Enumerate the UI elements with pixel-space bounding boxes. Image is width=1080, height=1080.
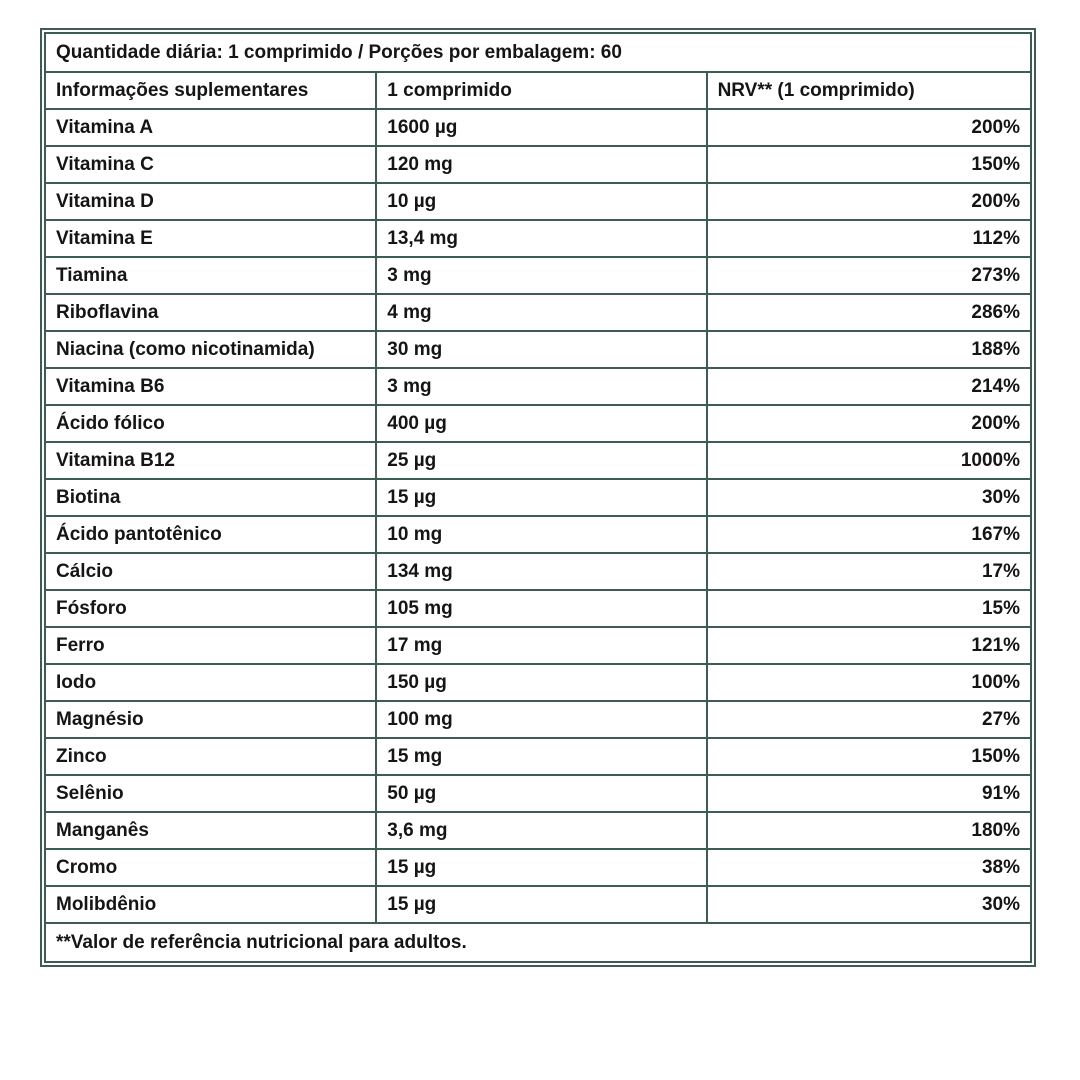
- nutrient-nrv-percent: 150%: [707, 738, 1031, 775]
- nutrient-amount: 17 mg: [376, 627, 706, 664]
- nutrient-name: Tiamina: [45, 257, 376, 294]
- nutrient-nrv-percent: 286%: [707, 294, 1031, 331]
- nutrition-table-frame: [40, 28, 1036, 967]
- column-header-supplement-info: Informações suplementares: [45, 72, 376, 109]
- nutrient-name: Biotina: [45, 479, 376, 516]
- nutrient-name: Selênio: [45, 775, 376, 812]
- table-row: [45, 775, 1031, 812]
- nutrient-amount: 134 mg: [376, 553, 706, 590]
- nutrient-amount: 50 µg: [376, 775, 706, 812]
- nutrient-rows: [45, 109, 1031, 923]
- table-row: [45, 812, 1031, 849]
- nutrient-nrv-percent: 112%: [707, 220, 1031, 257]
- nutrient-name: Vitamina C: [45, 146, 376, 183]
- nutrient-amount: 1600 µg: [376, 109, 706, 146]
- nrv-footnote: **Valor de referência nutricional para adultos.: [45, 923, 1031, 962]
- nutrient-name: Fósforo: [45, 590, 376, 627]
- table-row: [45, 627, 1031, 664]
- table-row: [45, 553, 1031, 590]
- nutrient-nrv-percent: 100%: [707, 664, 1031, 701]
- table-row: [45, 664, 1031, 701]
- table-row: [45, 183, 1031, 220]
- nutrient-nrv-percent: 17%: [707, 553, 1031, 590]
- nutrient-nrv-percent: 27%: [707, 701, 1031, 738]
- nutrition-facts-table: [44, 32, 1032, 963]
- table-row: [45, 405, 1031, 442]
- nutrient-name: Vitamina B12: [45, 442, 376, 479]
- nutrient-nrv-percent: 30%: [707, 479, 1031, 516]
- nutrient-amount: 15 µg: [376, 886, 706, 923]
- nutrient-name: Vitamina D: [45, 183, 376, 220]
- nutrient-name: Vitamina E: [45, 220, 376, 257]
- table-row: [45, 886, 1031, 923]
- nutrient-amount: 3,6 mg: [376, 812, 706, 849]
- table-row: [45, 257, 1031, 294]
- nutrient-nrv-percent: 1000%: [707, 442, 1031, 479]
- nutrient-amount: 120 mg: [376, 146, 706, 183]
- nutrient-nrv-percent: 150%: [707, 146, 1031, 183]
- nutrient-nrv-percent: 200%: [707, 183, 1031, 220]
- nutrient-amount: 3 mg: [376, 257, 706, 294]
- nutrient-name: Ácido fólico: [45, 405, 376, 442]
- table-row: [45, 516, 1031, 553]
- serving-info-title: Quantidade diária: 1 comprimido / Porções por embalagem: 60: [45, 33, 1031, 72]
- nutrient-nrv-percent: 200%: [707, 109, 1031, 146]
- nutrient-amount: 4 mg: [376, 294, 706, 331]
- nutrient-amount: 10 mg: [376, 516, 706, 553]
- nutrient-name: Cromo: [45, 849, 376, 886]
- nutrient-amount: 100 mg: [376, 701, 706, 738]
- table-row: [45, 146, 1031, 183]
- table-row: [45, 849, 1031, 886]
- nutrient-nrv-percent: 214%: [707, 368, 1031, 405]
- table-row: [45, 479, 1031, 516]
- column-header-nrv: NRV** (1 comprimido): [707, 72, 1031, 109]
- nutrient-name: Cálcio: [45, 553, 376, 590]
- nutrient-nrv-percent: 38%: [707, 849, 1031, 886]
- table-row: [45, 220, 1031, 257]
- table-row: [45, 738, 1031, 775]
- nutrient-nrv-percent: 188%: [707, 331, 1031, 368]
- nutrient-amount: 15 µg: [376, 479, 706, 516]
- nutrient-name: Vitamina A: [45, 109, 376, 146]
- nutrient-nrv-percent: 273%: [707, 257, 1031, 294]
- nutrient-amount: 25 µg: [376, 442, 706, 479]
- nutrient-name: Ácido pantotênico: [45, 516, 376, 553]
- nutrient-amount: 3 mg: [376, 368, 706, 405]
- table-header-row: [45, 72, 1031, 109]
- nutrient-name: Magnésio: [45, 701, 376, 738]
- nutrient-nrv-percent: 30%: [707, 886, 1031, 923]
- nutrient-amount: 15 µg: [376, 849, 706, 886]
- nutrient-name: Manganês: [45, 812, 376, 849]
- table-title-row: [45, 33, 1031, 72]
- nutrient-amount: 15 mg: [376, 738, 706, 775]
- nutrient-name: Zinco: [45, 738, 376, 775]
- nutrient-nrv-percent: 91%: [707, 775, 1031, 812]
- nutrient-name: Ferro: [45, 627, 376, 664]
- nutrient-name: Molibdênio: [45, 886, 376, 923]
- nutrient-amount: 150 µg: [376, 664, 706, 701]
- nutrient-nrv-percent: 180%: [707, 812, 1031, 849]
- table-row: [45, 701, 1031, 738]
- nutrient-name: Riboflavina: [45, 294, 376, 331]
- column-header-per-tablet: 1 comprimido: [376, 72, 706, 109]
- table-row: [45, 294, 1031, 331]
- table-row: [45, 590, 1031, 627]
- nutrient-amount: 30 mg: [376, 331, 706, 368]
- table-row: [45, 109, 1031, 146]
- nutrient-name: Iodo: [45, 664, 376, 701]
- nutrient-amount: 10 µg: [376, 183, 706, 220]
- nutrient-amount: 400 µg: [376, 405, 706, 442]
- nutrient-nrv-percent: 121%: [707, 627, 1031, 664]
- nutrient-amount: 13,4 mg: [376, 220, 706, 257]
- nutrient-nrv-percent: 167%: [707, 516, 1031, 553]
- nutrient-nrv-percent: 15%: [707, 590, 1031, 627]
- nutrient-amount: 105 mg: [376, 590, 706, 627]
- nutrient-nrv-percent: 200%: [707, 405, 1031, 442]
- table-row: [45, 442, 1031, 479]
- nutrient-name: Vitamina B6: [45, 368, 376, 405]
- table-footer-row: [45, 923, 1031, 962]
- nutrient-name: Niacina (como nicotinamida): [45, 331, 376, 368]
- table-row: [45, 368, 1031, 405]
- table-row: [45, 331, 1031, 368]
